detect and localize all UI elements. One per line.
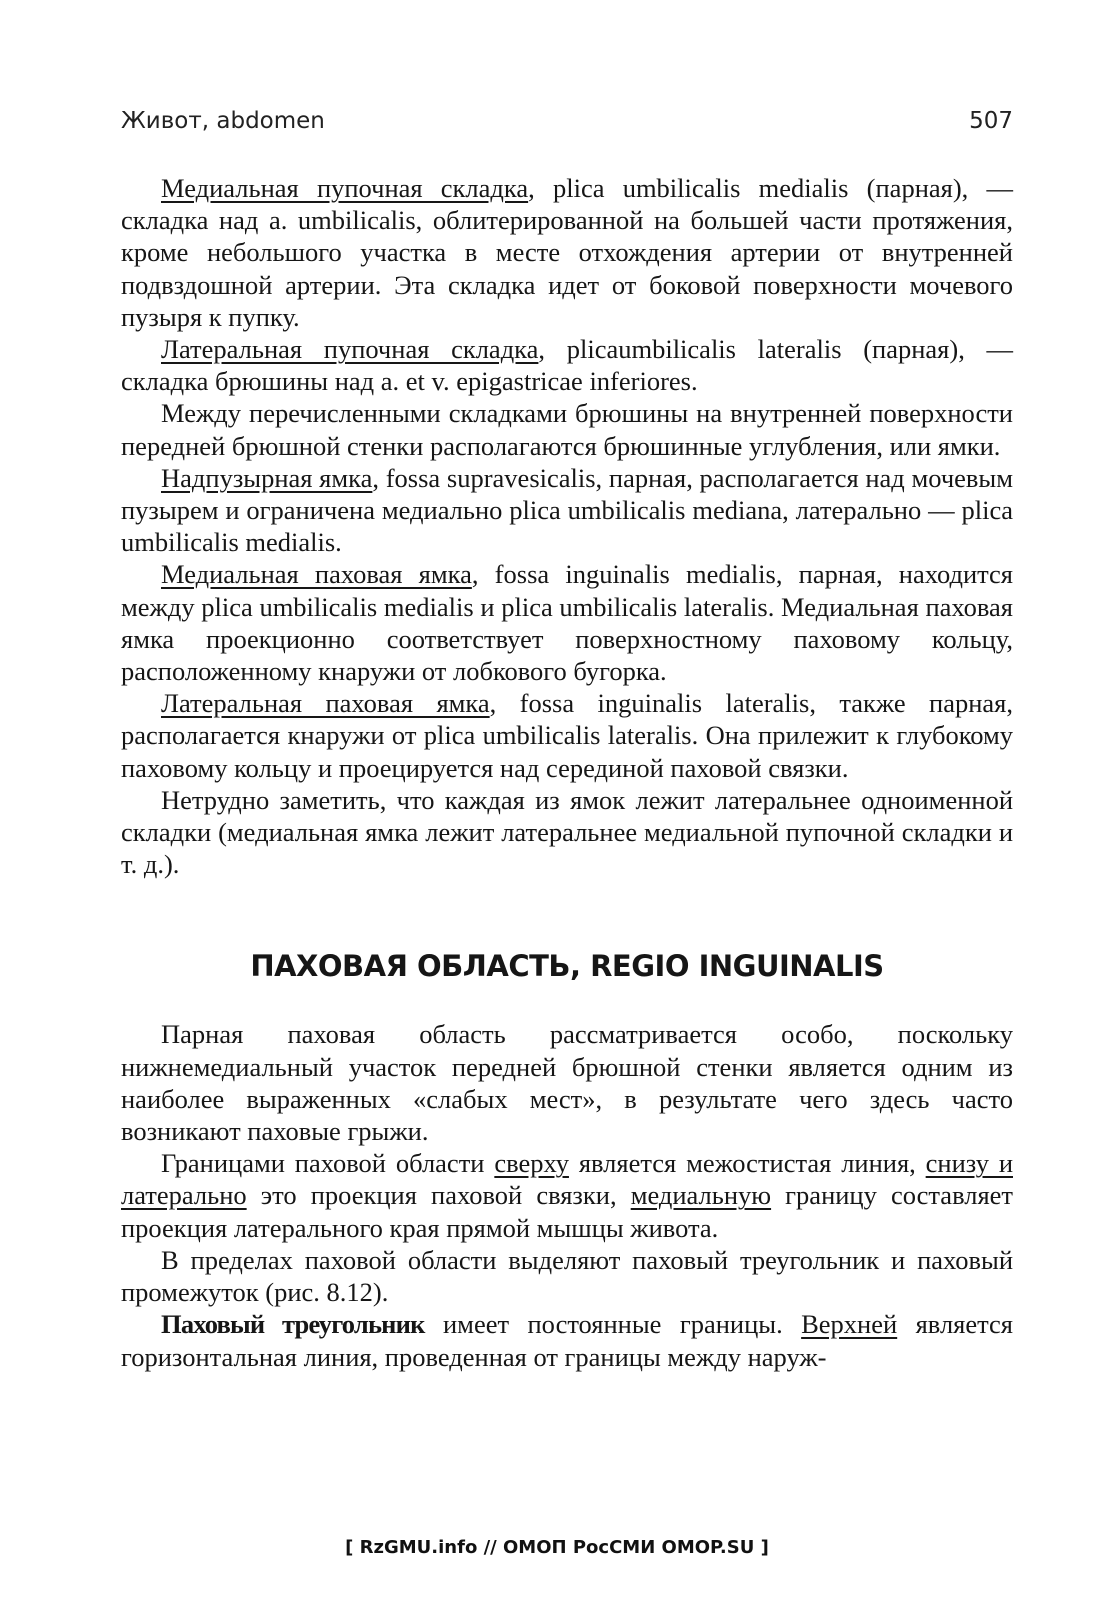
paragraph-text: , plicaumbilicalis lateralis (парная), — складка брюшины над a. et v. epigastricae inferiores. xyxy=(121,334,1013,397)
term-lateral-umbilical-fold: Латеральная пупочная складка xyxy=(161,334,539,365)
footer-watermark: [ RzGMU.info // ОМОП РосСМИ OMOP.SU ] xyxy=(345,1537,769,1558)
term-medial-umbilical-fold: Медиальная пупочная складка xyxy=(161,173,529,203)
paragraph-text: границу составляет проекция латерального края прямой мышцы живота. xyxy=(121,1180,1013,1243)
paragraph-inguinal-triangle xyxy=(121,1308,1013,1372)
term-supravesical-fossa: Надпузырная ямка xyxy=(161,462,373,493)
underlined-word-upper: Верхней xyxy=(801,1309,898,1340)
underlined-phrase-below-lateral: снизу и латерально xyxy=(121,1148,1013,1211)
paragraph-text: , fossa supravesicalis, парная, располагается над мочевым пузырем и ограничена медиально plica umbilicalis mediana, латерально — plica umbilicalis medialis. xyxy=(121,462,1014,558)
underlined-word-above: сверху xyxy=(494,1148,569,1179)
paragraph-fossae-note: Нетрудно заметить, что каждая из ямок лежит латеральнее одноименной складки (медиальная ямка лежит латеральнее медиальной пупочной складки и т. д.). xyxy=(121,784,1013,880)
paragraph-supravesical-fossa xyxy=(121,462,1013,559)
paragraph-text: это проекция паховой связки, xyxy=(246,1180,631,1211)
paragraph-text: , fossa inguinalis medialis, парная, находится между plica umbilicalis medialis и plica umbilicalis lateralis. Медиальная паховая ямка проекционно соответствует поверхностному паховому кольцу, расположенному кнаружи от лобкового бугорка. xyxy=(121,559,1013,687)
paragraph-inguinal-subdivisions: В пределах паховой области выделяют паховый треугольник и паховый промежуток (рис. 8.12). xyxy=(121,1244,1013,1308)
paragraph-text: Границами паховой области xyxy=(161,1148,495,1179)
paragraph-text: является горизонтальная линия, проведенная от границы между наруж- xyxy=(121,1309,1013,1372)
paragraph-inguinal-region-intro: Парная паховая область рассматривается особо, поскольку нижнемедиальный участок передней брюшной стенки является одним из наиболее выраженных «слабых мест», в результате чего здесь часто возникают паховые грыжи. xyxy=(121,1019,1013,1147)
paragraph-text: является межостистая линия, xyxy=(568,1148,926,1179)
underlined-word-medial: медиальную xyxy=(630,1180,772,1211)
section-heading: ПАХОВАЯ ОБЛАСТЬ, REGIO INGUINALIS xyxy=(250,949,884,984)
page-header xyxy=(121,108,1013,134)
term-medial-inguinal-fossa: Медиальная паховая ямка xyxy=(161,559,472,590)
paragraph-text: , fossa inguinalis lateralis, также парная, располагается кнаружи от plica umbilicalis lateralis. Она прилежит к глубокому паховому кольцу и проецируется над серединой паховой связки. xyxy=(121,688,1013,783)
paragraph-peritoneal-fossae: Между перечисленными складками брюшины на внутренней поверхности передней брюшной стенки располагаются брюшинные углубления, или ямки. xyxy=(121,398,1013,461)
paragraph-lateral-umbilical-fold xyxy=(121,333,1013,397)
page-number: 507 xyxy=(969,108,1013,134)
paragraph-text: , plica umbilicalis medialis (парная), — складка над a. umbilicalis, облитерированной на большей части протяжения, кроме небольшого участка в месте отхождения артерии от внутренней подвздошной артерии. Эта складка идет от боковой поверхности мочевого пузыря к пупку. xyxy=(121,173,1013,332)
paragraph-medial-inguinal-fossa xyxy=(121,558,1013,687)
paragraph-inguinal-region-borders xyxy=(121,1147,1013,1244)
running-title: Живот, abdomen xyxy=(121,108,325,134)
term-inguinal-triangle: Паховый треугольник xyxy=(161,1309,425,1340)
paragraph-medial-umbilical-fold xyxy=(121,172,1013,333)
page-body xyxy=(121,172,1013,1373)
term-lateral-inguinal-fossa: Латеральная паховая ямка xyxy=(161,688,490,719)
paragraph-lateral-inguinal-fossa xyxy=(121,687,1013,784)
paragraph-text: имеет постоянные границы. xyxy=(424,1309,802,1340)
